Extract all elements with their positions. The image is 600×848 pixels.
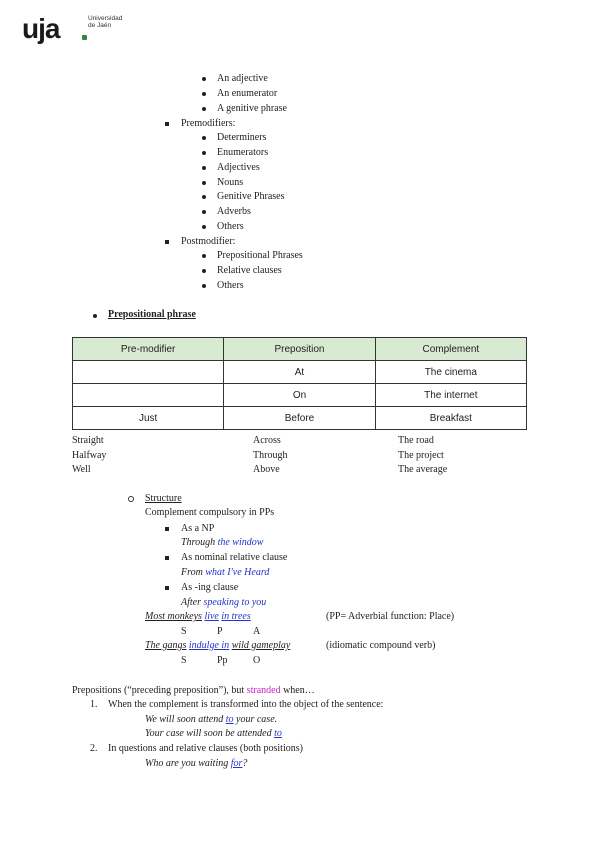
list-item: Adjectives: [217, 162, 260, 173]
logo-dot: [82, 35, 87, 40]
example-note: (idiomatic compound verb): [326, 640, 436, 651]
bullet-dot-icon: [202, 254, 206, 258]
example-highlight: what I've Heard: [205, 567, 270, 578]
bullet-dot-icon: [202, 92, 206, 96]
role-label: Pp: [217, 655, 228, 666]
logo-line2: de Jaén: [88, 22, 112, 29]
example-text: Through: [181, 537, 218, 548]
list-number: 2.: [90, 743, 98, 754]
bullet-dot-icon: [93, 314, 97, 318]
example-sentence: [145, 758, 247, 770]
prepositional-phrase-table: [72, 337, 527, 430]
extra-cell: Through: [253, 450, 288, 461]
table-header: Preposition: [224, 338, 375, 361]
premodifiers-label: Premodifiers:: [181, 118, 236, 129]
list-item: Genitive Phrases: [217, 191, 285, 202]
example-object: wild gameplay: [231, 640, 291, 651]
extra-cell: Above: [253, 464, 280, 475]
example-sentence: [145, 728, 282, 740]
table-cell: Breakfast: [375, 407, 526, 430]
stranded-highlight: stranded: [246, 685, 281, 696]
example-sentence: [145, 640, 290, 652]
extra-cell: Well: [72, 464, 91, 475]
example-highlight: the window: [217, 537, 264, 548]
bullet-dot-icon: [202, 151, 206, 155]
structure-line: Complement compulsory in PPs: [145, 507, 275, 518]
example-text: your case.: [233, 714, 278, 725]
table-row: [73, 384, 527, 407]
list-item: Determiners: [217, 132, 267, 143]
table-cell: Just: [73, 407, 224, 430]
example-note: (PP= Adverbial function: Place): [326, 611, 455, 622]
bullet-dot-icon: [202, 284, 206, 288]
extra-cell: Halfway: [72, 450, 107, 461]
structure-example: [181, 567, 269, 579]
example-text: Who are you waiting: [145, 758, 231, 769]
extra-cell: The average: [398, 464, 448, 475]
bullet-dot-icon: [202, 195, 206, 199]
example-text: From: [181, 567, 206, 578]
bullet-square-icon: [165, 240, 169, 244]
example-highlight: for: [230, 758, 243, 769]
extra-cell: The project: [398, 450, 444, 461]
bullet-square-icon: [165, 586, 169, 590]
intro-text: Prepositions (“preceding preposition”), but: [72, 685, 247, 696]
table-cell: On: [224, 384, 375, 407]
role-label: P: [217, 626, 223, 637]
bullet-dot-icon: [202, 210, 206, 214]
list-item: Adverbs: [217, 206, 251, 217]
structure-title: Structure: [145, 493, 182, 504]
structure-item: As nominal relative clause: [181, 552, 288, 563]
list-item: An enumerator: [217, 88, 278, 99]
bullet-dot-icon: [202, 225, 206, 229]
list-item: A genitive phrase: [217, 103, 287, 114]
role-label: S: [181, 626, 187, 637]
bullet-square-icon: [165, 527, 169, 531]
list-number: 1.: [90, 699, 98, 710]
table-row: [73, 407, 527, 430]
extra-cell: Across: [253, 435, 281, 446]
intro-text: when…: [280, 685, 315, 696]
example-text: ?: [242, 758, 248, 769]
bullet-dot-icon: [202, 269, 206, 273]
table-cell: [73, 384, 224, 407]
bullet-ring-icon: [128, 496, 134, 502]
structure-item: As a NP: [181, 523, 215, 534]
example-highlight: to: [225, 714, 234, 725]
example-text: After: [181, 597, 204, 608]
logo-mark: uja: [22, 13, 60, 44]
structure-example: [181, 537, 263, 549]
prepositions-intro: [72, 685, 315, 697]
list-item: An adjective: [217, 73, 268, 84]
bullet-square-icon: [165, 122, 169, 126]
bullet-dot-icon: [202, 107, 206, 111]
example-sentence: [145, 611, 251, 623]
role-label: A: [253, 626, 261, 637]
example-text: We will soon attend: [145, 714, 226, 725]
table-header-row: [73, 338, 527, 361]
table-row: [73, 361, 527, 384]
example-highlight: to: [274, 728, 282, 739]
list-item: Enumerators: [217, 147, 269, 158]
example-sentence: [145, 714, 277, 726]
bullet-dot-icon: [202, 136, 206, 140]
list-item: Relative clauses: [217, 265, 282, 276]
university-logo: [22, 14, 132, 44]
example-predicate: indulge in: [188, 640, 230, 651]
example-predicate: live: [204, 611, 219, 622]
list-item: Prepositional Phrases: [217, 250, 303, 261]
structure-item: As -ing clause: [181, 582, 239, 593]
list-item: Others: [217, 221, 244, 232]
bullet-dot-icon: [202, 77, 206, 81]
table-cell: At: [224, 361, 375, 384]
list-item: Others: [217, 280, 244, 291]
structure-example: [181, 597, 266, 609]
example-highlight: speaking to you: [203, 597, 267, 608]
list-item: Nouns: [217, 177, 244, 188]
postmodifier-label: Postmodifier:: [181, 236, 236, 247]
role-label: S: [181, 655, 187, 666]
numbered-item: In questions and relative clauses (both positions): [108, 743, 303, 754]
example-text: Your case will soon be attended: [145, 728, 275, 739]
table-cell: The internet: [375, 384, 526, 407]
role-label: O: [253, 655, 261, 666]
table-cell: Before: [224, 407, 375, 430]
bullet-square-icon: [165, 556, 169, 560]
table-cell: The cinema: [375, 361, 526, 384]
example-subject: Most monkeys: [145, 611, 202, 622]
table-header: Complement: [375, 338, 526, 361]
table-header: Pre-modifier: [73, 338, 224, 361]
extra-cell: The road: [398, 435, 434, 446]
logo-line1: Universidad: [88, 15, 123, 22]
bullet-dot-icon: [202, 166, 206, 170]
bullet-dot-icon: [202, 181, 206, 185]
table-cell: [73, 361, 224, 384]
logo-text: [88, 15, 122, 29]
section-title: Prepositional phrase: [108, 309, 196, 320]
example-subject: The gangs: [145, 640, 187, 651]
extra-cell: Straight: [72, 435, 104, 446]
numbered-item: When the complement is transformed into the object of the sentence:: [108, 699, 384, 710]
example-complement: in trees: [221, 611, 251, 622]
